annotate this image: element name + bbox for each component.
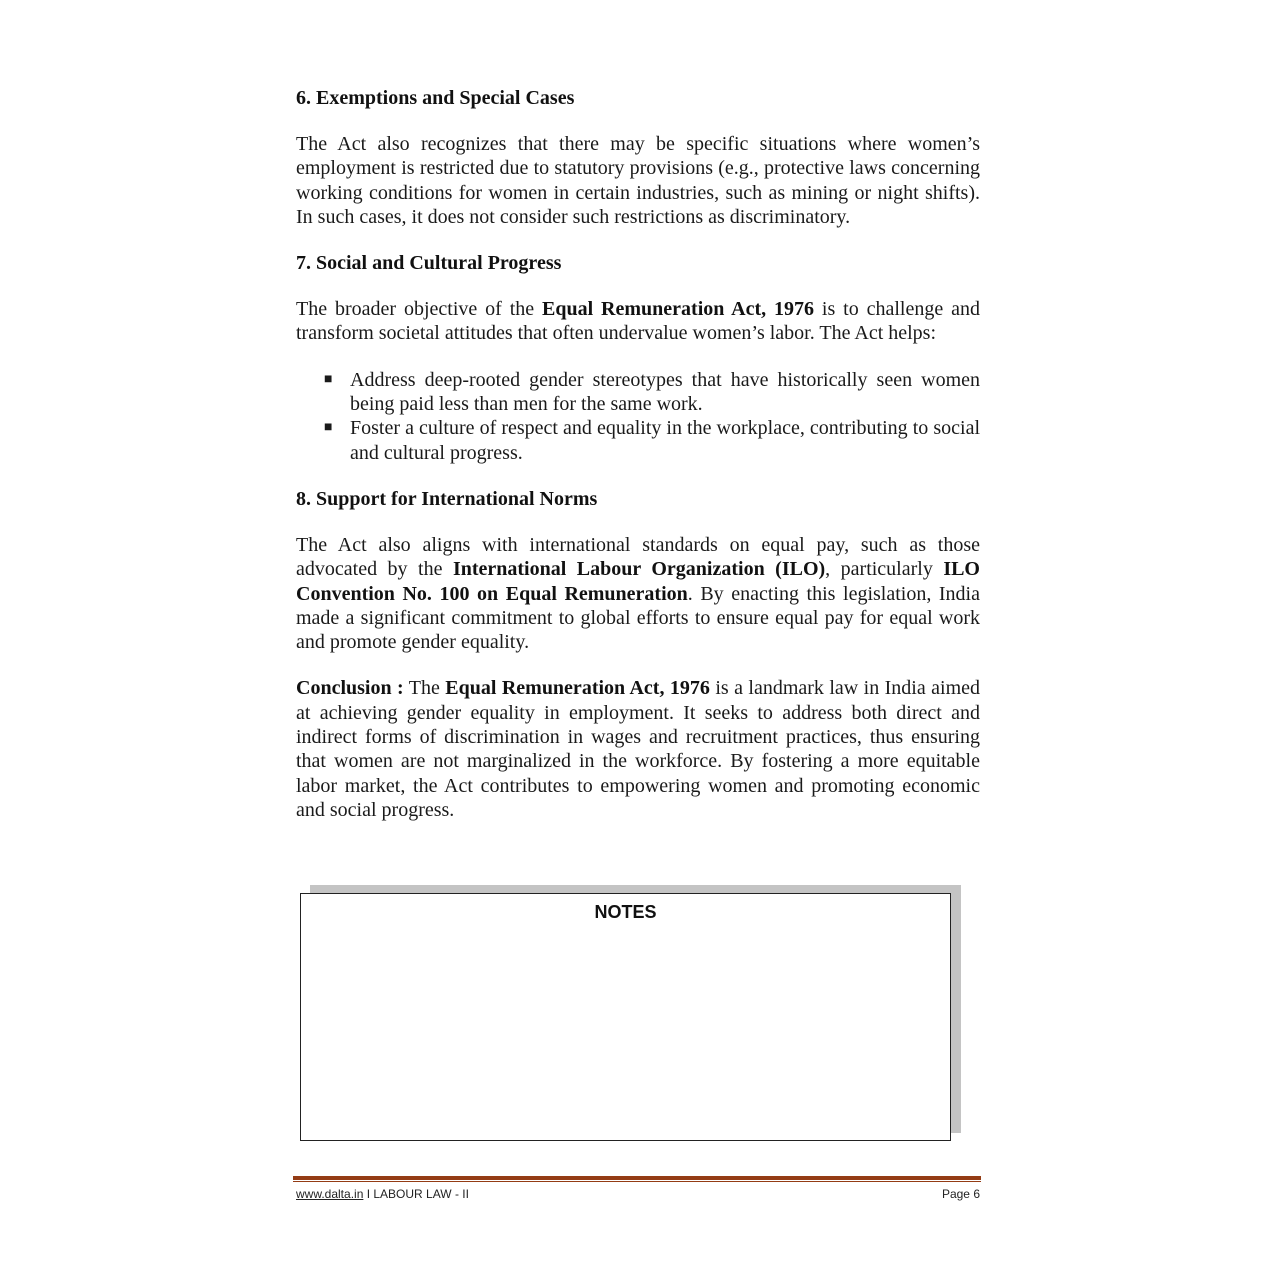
section-8-body-part3: . By enacting this legislation, India made a significant commitment to global efforts to ensure equal pay for equal work and promote gender equality.	[296, 582, 980, 654]
footer-rule-thin	[293, 1181, 981, 1182]
list-item-text: Foster a culture of respect and equality in the workplace, contributing to social and cultural progress.	[350, 417, 980, 464]
section-8-heading: 8. Support for International Norms	[296, 487, 598, 510]
conclusion-paragraph	[296, 676, 980, 822]
footer-rule-thick	[293, 1176, 981, 1180]
section-8-body-part1: The Act also aligns with international standards on equal pay, such as those advocated by the	[296, 533, 980, 581]
conclusion-label: Conclusion :	[296, 677, 404, 700]
notes-title: NOTES	[594, 902, 657, 922]
section-8-convention-name: ILO Convention No. 100 on Equal Remuneration	[296, 558, 980, 605]
footer-site-link[interactable]: www.dalta.in	[296, 1187, 364, 1201]
footer-page-number: Page 6	[941, 1187, 980, 1201]
section-7-body-post: is to challenge and transform societal attitudes that often undervalue women’s labor. The Act helps:	[296, 298, 980, 345]
section-7-heading: 7. Social and Cultural Progress	[296, 252, 562, 275]
section-7-bullet-list	[296, 368, 980, 465]
list-item-text: Address deep-rooted gender stereotypes that have historically seen women being paid less than men for the same work.	[350, 368, 980, 416]
conclusion-act-name: Equal Remuneration Act, 1976	[445, 677, 710, 700]
bullet-icon: ■	[324, 420, 333, 436]
section-6-body: The Act also recognizes that there may be specific situations where women’s employment is restricted due to statutory provisions (e.g., protective laws concerning working conditions for women in certain industries, such as mining or night shifts). In such cases, it does not consider such restrictions as discriminatory.	[296, 133, 980, 228]
notes-box	[300, 893, 951, 1141]
footer-rule	[293, 1176, 981, 1182]
list-item	[296, 416, 980, 465]
page-footer	[296, 1187, 980, 1201]
section-8-body	[296, 533, 980, 654]
list-item	[296, 368, 980, 417]
section-8-ilo-name: International Labour Organization (ILO)	[452, 558, 826, 581]
section-7-body-pre: The broader objective of the	[296, 298, 543, 321]
section-7-body	[296, 297, 980, 346]
section-8-body-part2: , particularly	[825, 558, 944, 581]
footer-course-title: I LABOUR LAW - II	[363, 1187, 469, 1201]
section-7-act-name: Equal Remuneration Act, 1976	[542, 298, 815, 321]
bullet-icon: ■	[324, 371, 333, 387]
conclusion-body: is a landmark law in India aimed at achieving gender equality in employment. It seeks to address both direct and indirect forms of discrimination in wages and recruitment practices, thus ensuring that women are not marginalized in the workforce. By fostering a more equitable labor market, the Act contributes to empowering women and promoting economic and social progress.	[296, 677, 981, 821]
conclusion-pre: The	[403, 677, 446, 700]
section-6-heading: 6. Exemptions and Special Cases	[296, 87, 575, 109]
document-page	[296, 86, 980, 844]
notes-box-container	[300, 885, 961, 1143]
